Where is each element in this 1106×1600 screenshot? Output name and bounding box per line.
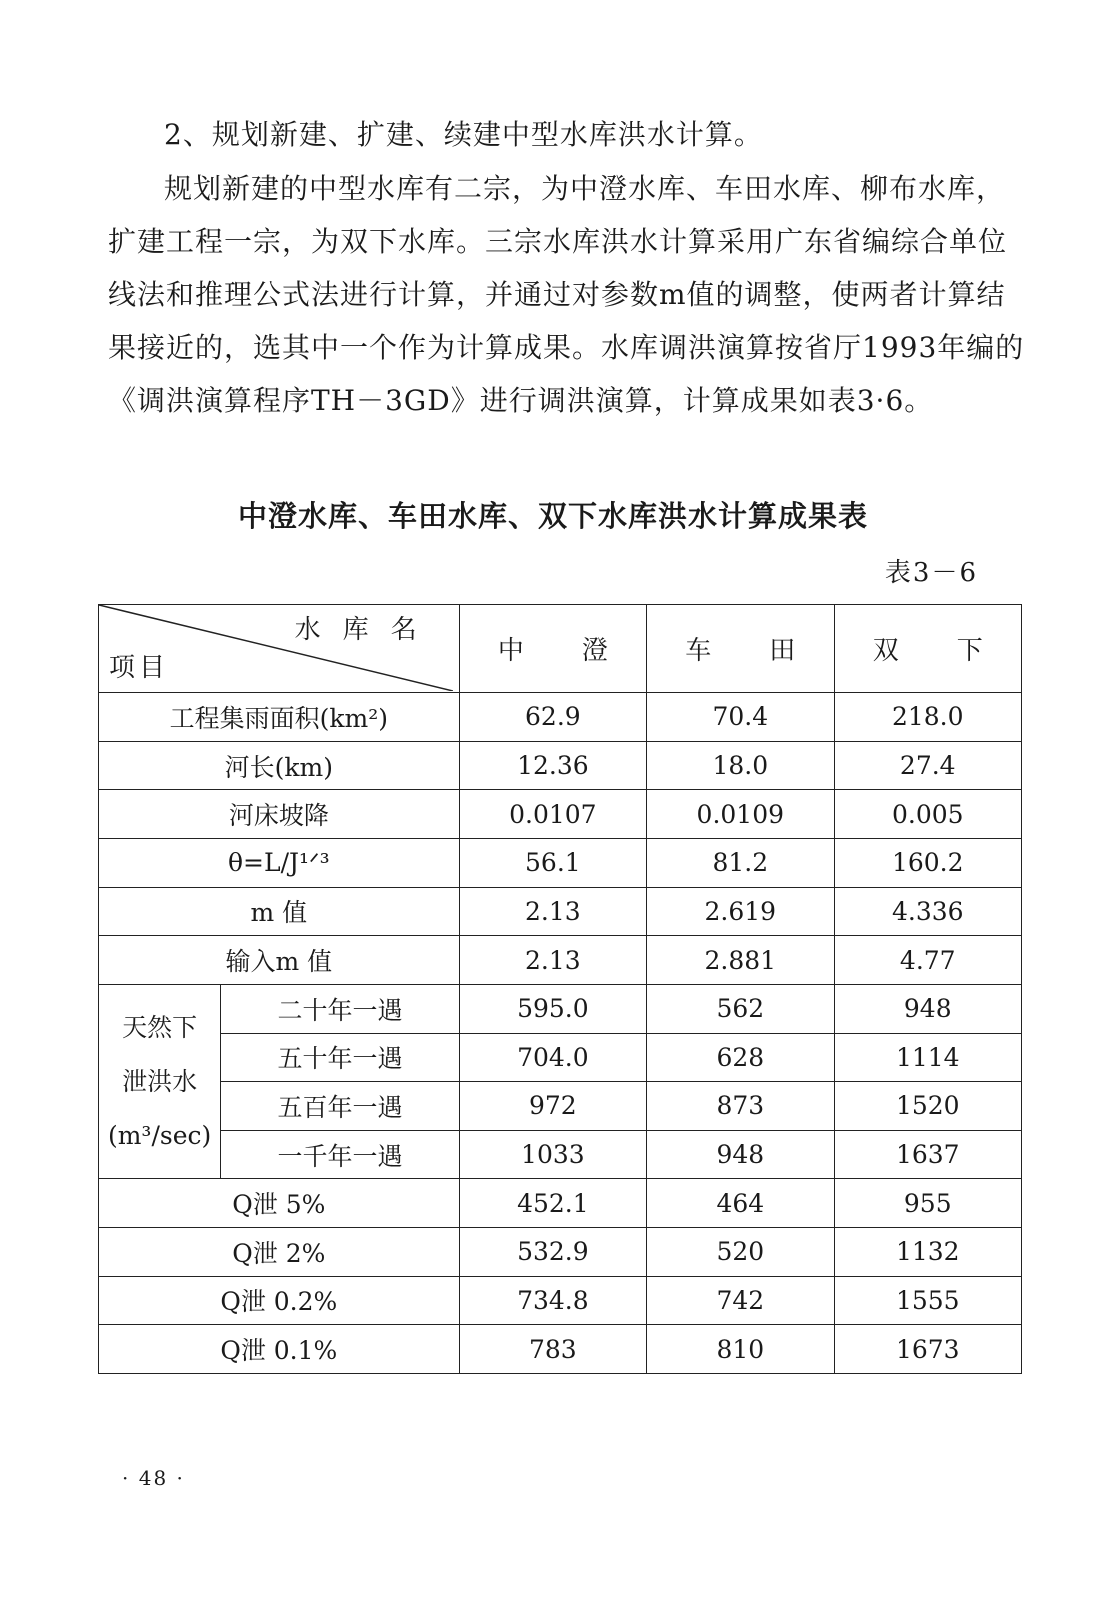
table-cell: 62.9 (459, 693, 646, 742)
column-header (834, 605, 1021, 693)
table-cell: 1520 (834, 1082, 1021, 1131)
table-row (99, 1033, 1022, 1082)
table-cell: 18.0 (647, 741, 834, 790)
table-cell: 595.0 (459, 984, 646, 1033)
table-cell: 520 (647, 1228, 834, 1277)
table-row (99, 741, 1022, 790)
row-label: 五十年一遇 (221, 1033, 459, 1082)
row-label: 一千年一遇 (221, 1130, 459, 1179)
group-label-line: 泄洪水 (122, 1066, 198, 1096)
table-cell: 70.4 (647, 693, 834, 742)
table-cell: 1033 (459, 1130, 646, 1179)
row-label: 工程集雨面积(km²) (99, 693, 460, 742)
table-cell: 81.2 (647, 839, 834, 888)
row-label: Q泄 0.2% (99, 1276, 460, 1325)
column-header (459, 605, 646, 693)
table-row (99, 1228, 1022, 1277)
row-label: 河长(km) (99, 741, 460, 790)
table-cell: 56.1 (459, 839, 646, 888)
table-cell: 972 (459, 1082, 646, 1131)
group-label (99, 984, 221, 1179)
table-cell: 0.0109 (647, 790, 834, 839)
column-header-label: 中澄 (497, 636, 608, 667)
table-cell: 704.0 (459, 1033, 646, 1082)
table-cell: 810 (647, 1325, 834, 1374)
table-cell: 948 (834, 984, 1021, 1033)
row-label: 河床坡降 (99, 790, 460, 839)
table-number: 表3－6 (884, 558, 978, 588)
table-cell: 628 (647, 1033, 834, 1082)
paragraph-text: 规划新建的中型水库有二宗，为中澄水库、车田水库、柳布水库，扩建工程一宗，为双下水库。三宗水库洪水计算采用广东省编综合单位线法和推理公式法进行计算，并通过对参数m值的调整，使两者计算结果接近的，选其中一个作为计算成果。水库调洪演算按省厅1993年编的《调洪演算程序TH－3GD》进行调洪演算，计算成果如表3·6。 (108, 172, 1025, 417)
table-header-row (99, 605, 1022, 693)
table-cell: 160.2 (834, 839, 1021, 888)
table-title: 中澄水库、车田水库、双下水库洪水计算成果表 (237, 499, 868, 533)
table-row (99, 1276, 1022, 1325)
column-header-label: 双下 (872, 636, 983, 667)
table-cell: 1555 (834, 1276, 1021, 1325)
flood-results-table (98, 604, 1022, 1374)
table-cell: 464 (647, 1179, 834, 1228)
table-row (99, 839, 1022, 888)
table-cell: 12.36 (459, 741, 646, 790)
table-cell: 742 (647, 1276, 834, 1325)
group-label-line: 天然下 (122, 1012, 198, 1042)
table-cell: 2.619 (647, 887, 834, 936)
section-heading: 2、规划新建、扩建、续建中型水库洪水计算。 (164, 118, 763, 151)
corner-reservoir-label: 水库名 (294, 615, 439, 645)
table-cell: 218.0 (834, 693, 1021, 742)
table-cell: 532.9 (459, 1228, 646, 1277)
row-label: 输入m 值 (99, 936, 460, 985)
table-row (99, 790, 1022, 839)
body-paragraph (108, 162, 1028, 427)
page-number: · 48 · (122, 1466, 185, 1490)
table-cell: 27.4 (834, 741, 1021, 790)
table-cell: 562 (647, 984, 834, 1033)
table-row (99, 936, 1022, 985)
table-cell: 2.13 (459, 936, 646, 985)
table-row (99, 984, 1022, 1033)
row-label: m 值 (99, 887, 460, 936)
table-row (99, 1325, 1022, 1374)
table-cell: 734.8 (459, 1276, 646, 1325)
table-row (99, 693, 1022, 742)
row-label: 五百年一遇 (221, 1082, 459, 1131)
table-cell: 2.13 (459, 887, 646, 936)
table-cell: 1673 (834, 1325, 1021, 1374)
group-label-line: (m³/sec) (107, 1120, 212, 1150)
table-row (99, 1130, 1022, 1179)
table-row (99, 1179, 1022, 1228)
corner-item-label: 项目 (109, 653, 170, 684)
column-header (647, 605, 834, 693)
table-cell: 1114 (834, 1033, 1021, 1082)
row-label: Q泄 5% (99, 1179, 460, 1228)
column-header-label: 车田 (685, 636, 796, 667)
row-label: 二十年一遇 (221, 984, 459, 1033)
table-cell: 1637 (834, 1130, 1021, 1179)
table-row (99, 887, 1022, 936)
row-label: Q泄 2% (99, 1228, 460, 1277)
row-label: θ=L/J¹ᐟ³ (99, 839, 460, 888)
table-cell: 955 (834, 1179, 1021, 1228)
row-label: Q泄 0.1% (99, 1325, 460, 1374)
table-cell: 4.77 (834, 936, 1021, 985)
table-cell: 2.881 (647, 936, 834, 985)
table-cell: 452.1 (459, 1179, 646, 1228)
table-cell: 0.005 (834, 790, 1021, 839)
table-cell: 0.0107 (459, 790, 646, 839)
table-cell: 873 (647, 1082, 834, 1131)
table-cell: 948 (647, 1130, 834, 1179)
table-cell: 1132 (834, 1228, 1021, 1277)
table-cell: 4.336 (834, 887, 1021, 936)
corner-cell (99, 605, 460, 693)
table-row (99, 1082, 1022, 1131)
table-cell: 783 (459, 1325, 646, 1374)
